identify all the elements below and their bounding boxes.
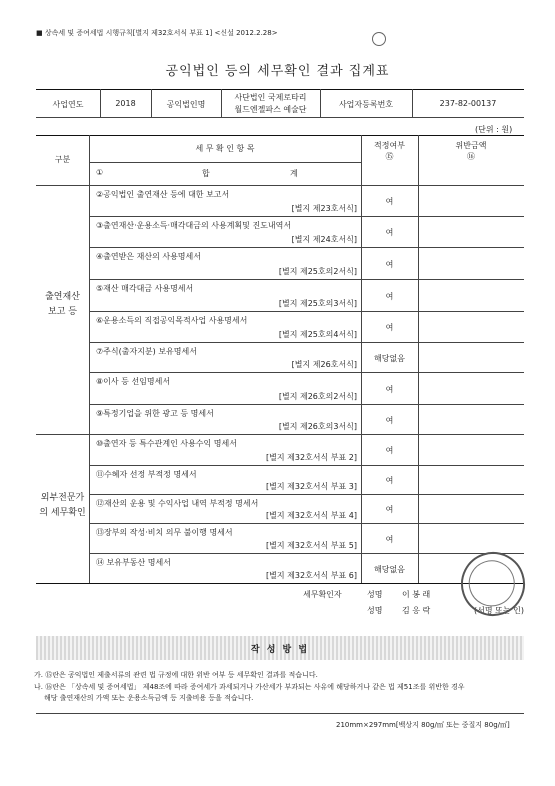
signature-role: 세무확인자 — [303, 590, 342, 599]
row-form-ref: [별지 제32호서식 부표 3] — [266, 482, 357, 491]
row-form-ref: [별지 제32호서식 부표 4] — [266, 511, 357, 520]
row-item-label: ⑩출연자 등 특수관계인 사용수익 명세서 — [96, 439, 237, 448]
reg-value: 237-82-00137 — [439, 99, 497, 108]
row-form-ref: [별지 제25호의2서식] — [278, 267, 357, 276]
header-violation-num: ⑯ — [467, 152, 475, 161]
signature-name-label-1: 성명 — [367, 590, 383, 599]
page-title: 공익법인 등의 세무확인 결과 집계표 — [165, 64, 390, 79]
row-item-label: ⑦주식(출자지분) 보유명세서 — [96, 347, 197, 356]
row-item-label: ⑪수혜자 선정 부적정 명세서 — [96, 470, 197, 479]
row-item-label: ⑤재산 매각대금 사용명세서 — [96, 284, 194, 293]
row-status: 여 — [385, 292, 394, 301]
row-status: 해당없음 — [374, 565, 405, 574]
row-item-label: ②공익법인 출연재산 등에 대한 보고서 — [96, 190, 230, 199]
row-status: 여 — [385, 323, 394, 332]
seal-text: (서명 또는 인) — [474, 606, 524, 615]
corner-hole-icon — [372, 32, 386, 46]
row-status: 여 — [385, 535, 394, 544]
row-item-label: ⑭ 보유부동산 명세서 — [96, 558, 171, 567]
group-label-report: 출연재산 보고 등 — [45, 292, 80, 317]
paper-spec: 210mm×297mm[백상지 80g/㎡ 또는 중질지 80g/㎡] — [336, 721, 510, 729]
year-value: 2018 — [115, 99, 136, 108]
row-status: 여 — [385, 228, 394, 237]
row-form-ref: [별지 제32호서식 부표 5] — [266, 541, 357, 550]
row-form-ref: [별지 제32호서식 부표 2] — [266, 453, 357, 462]
row-form-ref: [별지 제25호의3서식] — [278, 299, 357, 308]
reg-label: 사업자등록번호 — [338, 100, 394, 109]
row-status: 여 — [385, 446, 394, 455]
row-item-label: ⑬장부의 작성·비치 의무 불이행 명세서 — [96, 528, 233, 537]
row-form-ref: [별지 제32호서식 부표 6] — [266, 571, 357, 580]
instructions-title: 작 성 방 법 — [250, 645, 310, 655]
header-compliance: 적정여부 — [374, 141, 405, 150]
name-line2: 월드엔젤파스 예술단 — [234, 105, 307, 114]
instruction-3: 해당 출연재산의 가액 또는 운용소득금액 등 지출비용 등을 적습니다. — [44, 694, 254, 702]
instruction-1: 가. ⑮란은 공익법인 제출서류의 관련 법 규정에 대한 위반 여부 등 세무확인 결과를 적습니다. — [34, 671, 318, 679]
row-status: 해당없음 — [374, 354, 405, 363]
row-status: 여 — [385, 476, 394, 485]
row-form-ref: [별지 제25호의4서식] — [278, 330, 357, 339]
signature-name-2: 김 응 락 — [402, 606, 431, 615]
group-label-external: 외부전문가 의 세무확인 — [39, 493, 86, 518]
row-status: 여 — [385, 260, 394, 269]
signature-name-label-2: 성명 — [367, 606, 383, 615]
row-status: 여 — [385, 197, 394, 206]
row-form-ref: [별지 제26호의3서식] — [278, 422, 357, 431]
total-num: ① — [96, 168, 104, 177]
total-label-1: 합 — [202, 169, 210, 178]
header-note: ■ 상속세 및 증여세법 시행규칙[별지 제32호서식 부표 1] <신설 2012.2.28> — [36, 29, 278, 37]
header-violation: 위반금액 — [455, 141, 487, 150]
header-category: 구분 — [54, 155, 71, 164]
row-item-label: ⑨특정기업을 위한 광고 등 명세서 — [96, 409, 214, 418]
row-form-ref: [별지 제24호서식] — [291, 235, 357, 244]
row-form-ref: [별지 제23호서식] — [291, 204, 357, 213]
header-items: 세 무 확 인 항 목 — [195, 144, 255, 153]
row-item-label: ⑫재산의 운용 및 수익사업 내역 부적정 명세서 — [96, 499, 259, 508]
name-label: 공익법인명 — [166, 100, 206, 109]
year-label: 사업연도 — [52, 100, 84, 109]
row-status: 여 — [385, 505, 394, 514]
row-item-label: ④출연받은 재산의 사용명세서 — [96, 252, 201, 261]
signature-name-1: 이 봉 래 — [402, 590, 431, 599]
row-item-label: ⑧이사 등 선임명세서 — [96, 377, 171, 386]
row-item-label: ③출연재산·운용소득·매각대금의 사용계획및 진도내역서 — [96, 221, 292, 230]
header-compliance-num: ⑮ — [385, 152, 394, 161]
name-line1: 사단법인 국제로타리 — [234, 93, 307, 102]
instruction-2: 나. ⑯란은 「상속세 및 증여세법」 제48조에 따라 증여세가 과세되거나 가산세가 부과되는 사유에 해당하거나 같은 법 제51조를 위반한 경우 — [34, 683, 465, 691]
row-status: 여 — [385, 385, 394, 394]
total-label-2: 계 — [290, 169, 298, 178]
row-form-ref: [별지 제26호의2서식] — [278, 392, 357, 401]
row-form-ref: [별지 제26호서식] — [291, 360, 357, 369]
row-item-label: ⑥운용소득의 직접공익목적사업 사용명세서 — [96, 316, 248, 325]
unit-label: (단위 : 원) — [475, 125, 513, 134]
row-status: 여 — [385, 416, 394, 425]
